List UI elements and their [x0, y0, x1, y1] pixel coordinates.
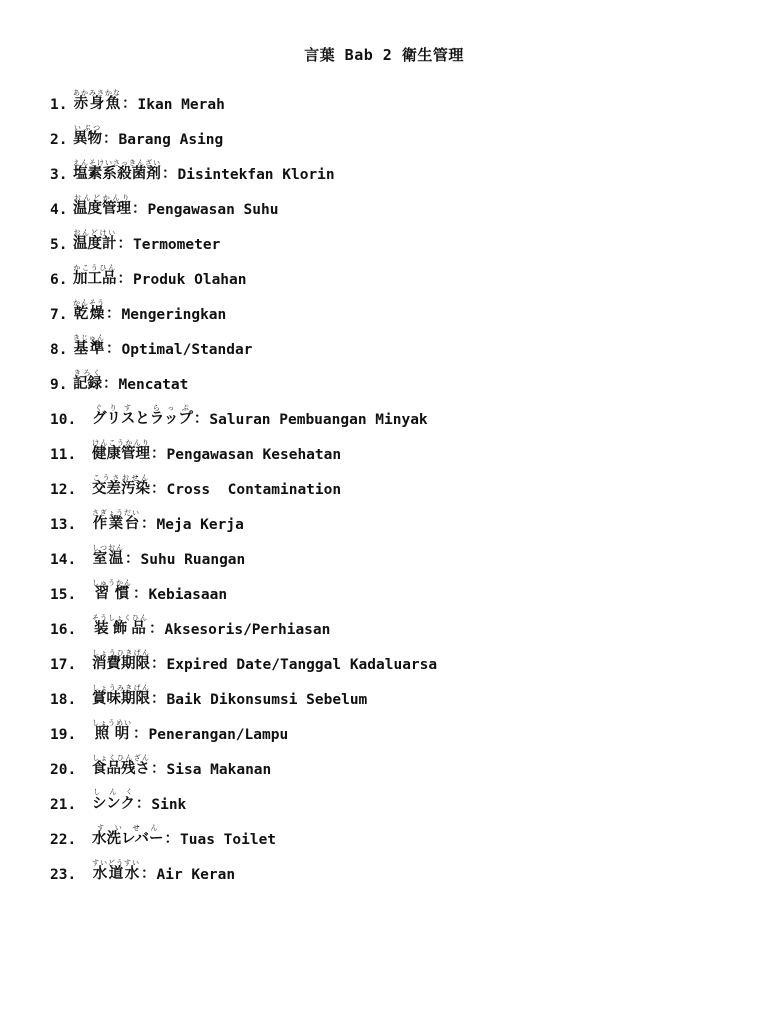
- term-reading: かこうひん: [73, 264, 117, 272]
- item-separator: ：: [133, 726, 148, 742]
- term-reading: いぶつ: [73, 124, 102, 132]
- item-separator: ：: [117, 236, 132, 252]
- item-separator: ：: [103, 131, 118, 147]
- term-kanji: 水道水: [92, 866, 140, 882]
- term-ruby: [73, 264, 117, 287]
- term-kanji: 赤身魚: [73, 96, 121, 112]
- item-term: [73, 194, 131, 218]
- item-number: 21.: [50, 797, 77, 813]
- vocab-item: [50, 813, 750, 848]
- item-separator: ：: [103, 376, 118, 392]
- item-number: 16.: [50, 622, 77, 638]
- vocab-item: [50, 148, 750, 183]
- item-meaning: Cross Contamination: [166, 482, 342, 498]
- vocab-item: [50, 638, 750, 673]
- item-meaning: Aksesoris/Perhiasan: [164, 622, 331, 638]
- vocab-item: [50, 428, 750, 463]
- item-separator: ：: [149, 621, 164, 637]
- term-kanji: 賞味期限: [92, 691, 150, 707]
- item-separator: ：: [125, 551, 140, 567]
- item-meaning: Pengawasan Suhu: [147, 202, 279, 218]
- item-meaning: Produk Olahan: [133, 272, 247, 288]
- term-ruby: [73, 89, 121, 112]
- item-number: 22.: [50, 832, 77, 848]
- vocab-item: [50, 533, 750, 568]
- vocab-item: [50, 673, 750, 708]
- item-term: [92, 719, 132, 743]
- vocab-item: [50, 463, 750, 498]
- item-meaning: Disintekfan Klorin: [177, 167, 335, 183]
- term-ruby: [92, 719, 132, 742]
- term-kanji: グリスとラップ: [92, 411, 193, 427]
- item-number: 23.: [50, 867, 77, 883]
- term-reading: きじゅん: [73, 334, 105, 342]
- item-separator: ：: [141, 866, 156, 882]
- term-kanji: 温度管理: [73, 201, 131, 217]
- item-number: 20.: [50, 762, 77, 778]
- item-term: [73, 264, 117, 288]
- vocab-item: [50, 393, 750, 428]
- item-meaning: Baik Dikonsumsi Sebelum: [166, 692, 368, 708]
- item-separator: ：: [141, 516, 156, 532]
- term-reading: あかみさかな: [73, 89, 121, 97]
- item-term: [92, 474, 150, 498]
- term-reading: ぐりす らっぷ: [92, 404, 193, 412]
- item-term: [73, 89, 121, 113]
- term-ruby: [73, 159, 161, 182]
- item-term: [92, 579, 132, 603]
- term-kanji: 作業台: [92, 516, 140, 532]
- term-kanji: 消費期限: [92, 656, 150, 672]
- vocab-item: [50, 218, 750, 253]
- vocab-item: [50, 288, 750, 323]
- vocab-item: [50, 358, 750, 393]
- item-term: [73, 159, 161, 183]
- item-term: [73, 334, 105, 358]
- vocab-item: [50, 848, 750, 883]
- term-kanji: 温度計: [73, 236, 117, 252]
- term-reading: きろく: [73, 369, 102, 377]
- item-number: 19.: [50, 727, 77, 743]
- term-kanji: 水洗レバー: [92, 831, 164, 847]
- item-number: 12.: [50, 482, 77, 498]
- term-kanji: 食品残さ: [92, 761, 150, 777]
- item-meaning: Air Keran: [156, 867, 236, 883]
- term-reading: しゅうかん: [92, 579, 132, 587]
- item-term: [92, 788, 135, 813]
- item-term: [73, 229, 117, 253]
- vocab-item: [50, 778, 750, 813]
- vocab-item: [50, 603, 750, 638]
- item-term: [73, 369, 102, 393]
- item-number: 6.: [50, 272, 68, 288]
- item-term: [92, 859, 140, 883]
- term-ruby: [92, 579, 132, 602]
- item-separator: ：: [106, 341, 121, 357]
- item-separator: ：: [122, 96, 137, 112]
- term-kanji: 異物: [73, 131, 102, 147]
- item-number: 3.: [50, 167, 68, 183]
- term-reading: すいせん: [92, 824, 164, 832]
- item-number: 8.: [50, 342, 68, 358]
- item-term: [92, 509, 140, 533]
- term-ruby: [73, 194, 131, 217]
- item-term: [92, 754, 150, 778]
- item-number: 9.: [50, 377, 68, 393]
- term-reading: しょうめい: [92, 719, 132, 727]
- term-kanji: 照明: [92, 726, 132, 742]
- item-meaning: Optimal/Standar: [121, 342, 253, 358]
- item-number: 5.: [50, 237, 68, 253]
- term-ruby: [92, 544, 124, 567]
- item-number: 18.: [50, 692, 77, 708]
- vocabulary-list: [50, 78, 750, 883]
- item-term: [73, 299, 105, 323]
- item-separator: ：: [133, 586, 148, 602]
- vocab-item: [50, 183, 750, 218]
- term-kanji: 室温: [92, 551, 124, 567]
- term-kanji: 健康管理: [92, 446, 150, 462]
- item-meaning: Barang Asing: [118, 132, 224, 148]
- item-meaning: Meja Kerja: [156, 517, 244, 533]
- item-separator: ：: [151, 691, 166, 707]
- term-kanji: 交差汚染: [92, 481, 150, 497]
- term-ruby: [92, 824, 164, 847]
- item-term: [92, 684, 150, 708]
- item-number: 1.: [50, 97, 68, 113]
- term-ruby: [73, 369, 102, 392]
- item-term: [73, 124, 102, 148]
- item-meaning: Mencatat: [118, 377, 189, 393]
- vocab-item: [50, 113, 750, 148]
- term-ruby: [73, 229, 117, 252]
- term-reading: し ん く: [92, 788, 135, 796]
- item-separator: ：: [193, 411, 209, 427]
- term-ruby: [92, 754, 150, 777]
- term-reading: けんこうかんり: [92, 439, 150, 447]
- term-ruby: [92, 788, 135, 812]
- item-meaning: Tuas Toilet: [180, 832, 277, 848]
- term-kanji: 装飾品: [92, 621, 148, 637]
- item-term: [92, 649, 150, 673]
- item-meaning: Suhu Ruangan: [140, 552, 246, 568]
- item-number: 2.: [50, 132, 68, 148]
- item-meaning: Mengeringkan: [121, 307, 227, 323]
- item-number: 13.: [50, 517, 77, 533]
- term-kanji: シンク: [92, 796, 135, 812]
- term-reading: えんそけいさっきんざい: [73, 159, 161, 167]
- page-title: 言葉 Bab 2 衛生管理: [304, 46, 464, 64]
- item-number: 7.: [50, 307, 68, 323]
- vocab-item: [50, 323, 750, 358]
- item-separator: ：: [162, 166, 177, 182]
- term-reading: おんどけい: [73, 229, 117, 237]
- item-number: 14.: [50, 552, 77, 568]
- item-term: [92, 404, 193, 428]
- item-term: [92, 824, 164, 848]
- item-separator: ：: [151, 446, 166, 462]
- item-meaning: Sink: [151, 797, 187, 813]
- term-reading: しょうみきげん: [92, 684, 150, 692]
- term-reading: しつおん: [92, 544, 124, 552]
- term-ruby: [92, 649, 150, 672]
- item-separator: ：: [151, 656, 166, 672]
- item-separator: ：: [117, 271, 132, 287]
- item-separator: ：: [132, 201, 147, 217]
- item-meaning: Ikan Merah: [137, 97, 225, 113]
- term-reading: しょうひきげん: [92, 649, 150, 657]
- term-kanji: 基準: [73, 341, 105, 357]
- term-reading: さぎょうだい: [92, 509, 140, 517]
- item-number: 10.: [50, 412, 77, 428]
- item-separator: ：: [151, 481, 166, 497]
- vocab-item: [50, 78, 750, 113]
- term-ruby: [92, 474, 150, 497]
- item-term: [92, 544, 124, 568]
- term-ruby: [92, 859, 140, 882]
- item-separator: ：: [164, 831, 179, 847]
- vocab-item: [50, 498, 750, 533]
- term-ruby: [92, 509, 140, 532]
- item-number: 15.: [50, 587, 77, 603]
- item-number: 11.: [50, 447, 77, 463]
- item-term: [92, 439, 150, 463]
- term-reading: かんそう: [73, 299, 105, 307]
- vocab-item: [50, 708, 750, 743]
- item-separator: ：: [106, 306, 121, 322]
- item-meaning: Sisa Makanan: [166, 762, 272, 778]
- item-meaning: Penerangan/Lampu: [148, 727, 289, 743]
- item-meaning: Termometer: [133, 237, 221, 253]
- term-ruby: [92, 439, 150, 462]
- term-ruby: [73, 299, 105, 322]
- vocab-item: [50, 568, 750, 603]
- item-number: 4.: [50, 202, 68, 218]
- term-ruby: [92, 404, 193, 427]
- item-term: [92, 614, 148, 638]
- term-reading: こうさおせん: [92, 474, 150, 482]
- term-reading: すいどうすい: [92, 859, 140, 867]
- term-kanji: 習慣: [92, 586, 132, 602]
- item-separator: ：: [151, 761, 166, 777]
- term-kanji: 加工品: [73, 271, 117, 287]
- term-reading: しょくひんざん: [92, 754, 150, 762]
- term-ruby: [92, 614, 148, 637]
- term-ruby: [92, 684, 150, 707]
- item-separator: ：: [135, 796, 151, 812]
- vocab-item: [50, 253, 750, 288]
- term-ruby: [73, 334, 105, 357]
- term-kanji: 塩素系殺菌剤: [73, 166, 161, 182]
- term-kanji: 乾燥: [73, 306, 105, 322]
- term-reading: そうしょくひん: [92, 614, 148, 622]
- item-meaning: Kebiasaan: [148, 587, 228, 603]
- vocab-item: [50, 743, 750, 778]
- item-meaning: Pengawasan Kesehatan: [166, 447, 342, 463]
- term-ruby: [73, 124, 102, 147]
- term-reading: おんどかんり: [73, 194, 131, 202]
- item-number: 17.: [50, 657, 77, 673]
- term-kanji: 記録: [73, 376, 102, 392]
- item-meaning: Saluran Pembuangan Minyak: [209, 412, 428, 428]
- item-meaning: Expired Date/Tanggal Kadaluarsa: [166, 657, 438, 673]
